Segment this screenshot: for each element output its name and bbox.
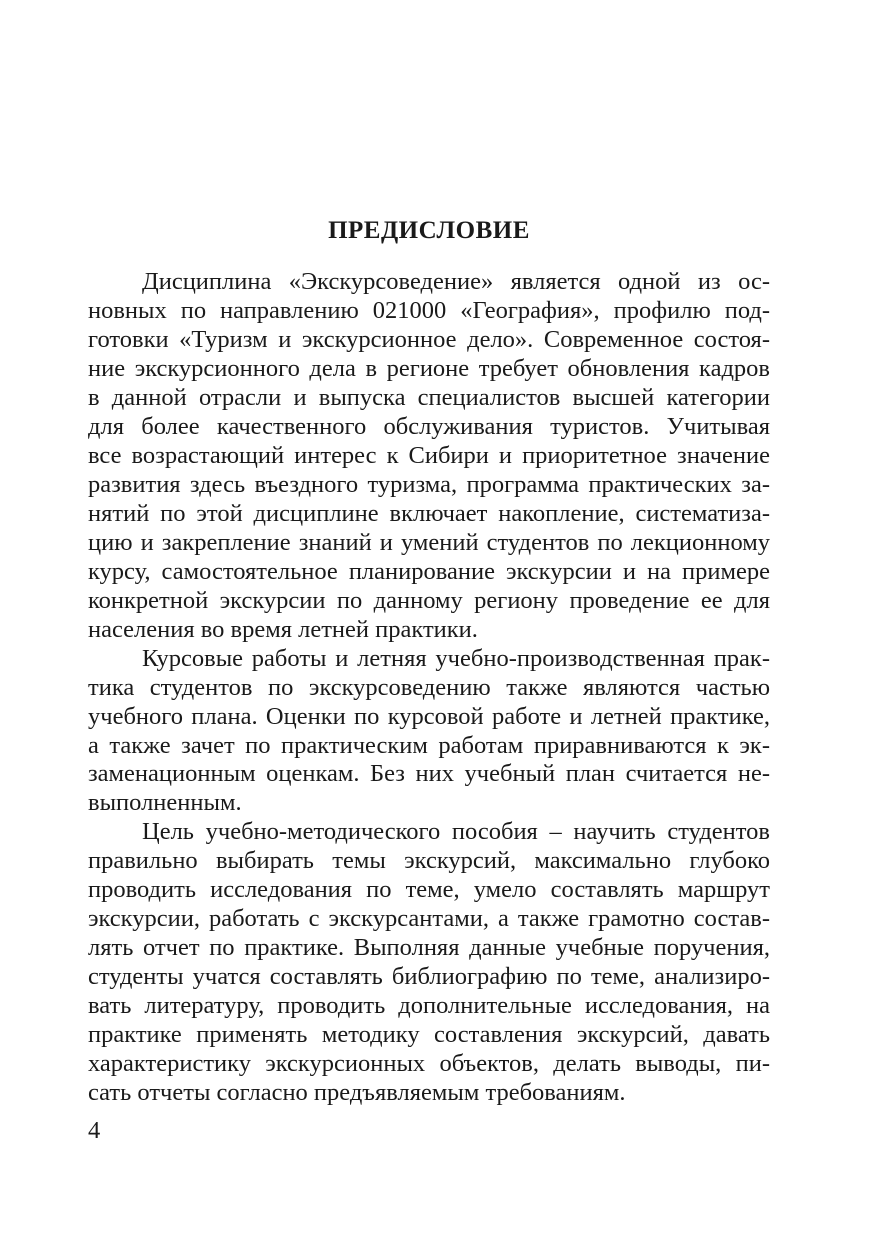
text-line: характеристику экскурсионных объектов, делать выводы, пи- bbox=[88, 1050, 770, 1078]
text-line: проводить исследования по теме, умело составлять маршрут bbox=[88, 876, 770, 904]
text-line: а также зачет по практическим работам приравниваются к эк- bbox=[88, 731, 770, 759]
text-line: в данной отрасли и выпуска специалистов высшей категории bbox=[88, 383, 770, 411]
text-line: населения во время летней практики. bbox=[88, 615, 478, 643]
text-line: лять отчет по практике. Выполняя данные учебные поручения, bbox=[88, 934, 770, 962]
text-line: учебного плана. Оценки по курсовой работе и летней практике, bbox=[88, 702, 770, 730]
text-line: нятий по этой дисциплине включает накопление, систематиза- bbox=[88, 499, 770, 527]
text-line: сать отчеты согласно предъявляемым требованиям. bbox=[88, 1079, 626, 1107]
text-line: заменационным оценкам. Без них учебный план считается не- bbox=[88, 760, 770, 788]
text-line: Цель учебно-методического пособия – научить студентов bbox=[142, 818, 770, 846]
text-line: студенты учатся составлять библиографию по теме, анализиро- bbox=[88, 963, 770, 991]
text-line: конкретной экскурсии по данному региону проведение ее для bbox=[88, 586, 770, 614]
text-line: ние экскурсионного дела в регионе требует обновления кадров bbox=[88, 354, 770, 382]
text-line: вать литературу, проводить дополнительные исследования, на bbox=[88, 992, 770, 1020]
page-title: ПРЕДИСЛОВИЕ bbox=[328, 217, 530, 244]
text-line: готовки «Туризм и экскурсионное дело». Современное состоя- bbox=[88, 325, 770, 353]
text-line: тика студентов по экскурсоведению также являются частью bbox=[88, 673, 770, 701]
text-line: новных по направлению 021000 «География», профилю под- bbox=[88, 296, 770, 324]
text-line: правильно выбирать темы экскурсий, максимально глубоко bbox=[88, 847, 770, 875]
body-text bbox=[88, 268, 770, 1108]
text-line: практике применять методику составления экскурсий, давать bbox=[88, 1021, 770, 1049]
text-line: для более качественного обслуживания туристов. Учитывая bbox=[88, 412, 770, 440]
text-line: выполненным. bbox=[88, 789, 242, 817]
text-line: Курсовые работы и летняя учебно-производственная прак- bbox=[142, 644, 770, 672]
text-line: развития здесь въездного туризма, программа практических за- bbox=[88, 470, 770, 498]
text-line: все возрастающий интерес к Сибири и приоритетное значение bbox=[88, 441, 770, 469]
page-number: 4 bbox=[88, 1117, 101, 1144]
text-line: Дисциплина «Экскурсоведение» является одной из ос- bbox=[142, 268, 770, 295]
text-line: курсу, самостоятельное планирование экскурсии и на примере bbox=[88, 557, 770, 585]
text-line: цию и закрепление знаний и умений студентов по лекционному bbox=[88, 528, 770, 556]
text-line: экскурсии, работать с экскурсантами, а также грамотно состав- bbox=[88, 905, 770, 933]
